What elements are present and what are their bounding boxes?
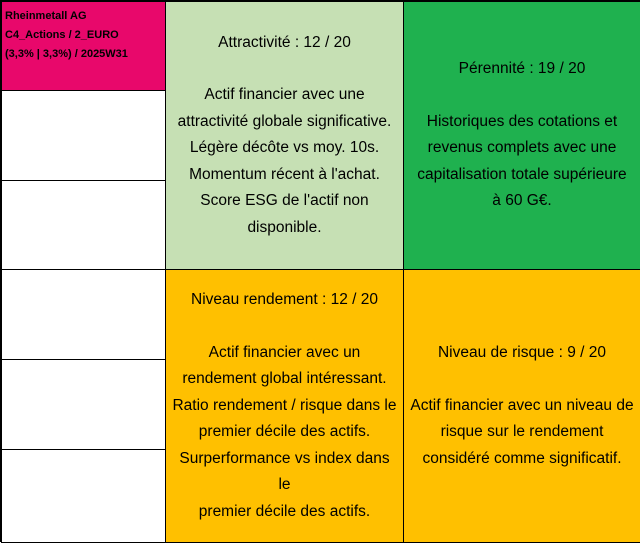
perennite-title: Pérennité : 19 / 20 xyxy=(458,60,586,78)
attractivite-line: attractivité globale significative. xyxy=(177,112,392,130)
asset-weights-period: (3,3% | 3,3%) / 2025W31 xyxy=(5,48,128,60)
asset-category: C4_Actions / 2_EURO xyxy=(5,29,119,41)
risque-title: Niveau de risque : 9 / 20 xyxy=(437,344,607,361)
rendement-quadrant xyxy=(165,269,404,543)
attractivite-line: disponible. xyxy=(247,218,322,236)
rendement-line: Surperformance vs index dans le xyxy=(179,449,390,493)
perennite-line: à 60 G€. xyxy=(492,192,552,210)
attractivite-line: Actif financier avec une xyxy=(204,86,365,104)
empty-cell xyxy=(1,359,166,450)
perennite-line: revenus complets avec une xyxy=(427,139,617,157)
attractivite-line: Momentum récent à l'achat. xyxy=(189,165,380,183)
rendement-title: Niveau rendement : 12 / 20 xyxy=(191,291,378,308)
risque-line: Actif financier avec un niveau de xyxy=(410,396,634,414)
attractivite-line: Légère décôte vs moy. 10s. xyxy=(189,139,380,157)
rendement-line: Actif financier avec un xyxy=(208,343,361,361)
risque-quadrant xyxy=(403,269,640,543)
empty-cell xyxy=(1,269,166,360)
rendement-line: premier décile des actifs. xyxy=(198,502,371,520)
perennite-line: Historiques des cotations et xyxy=(426,112,618,130)
attractivite-line: Score ESG de l'actif non xyxy=(200,192,369,210)
attractivite-quadrant xyxy=(165,1,404,270)
rendement-line: rendement global intéressant. xyxy=(182,370,387,387)
perennite-line: capitalisation totale supérieure xyxy=(417,165,627,183)
empty-cell xyxy=(1,90,166,181)
attractivite-title: Attractivité : 12 / 20 xyxy=(218,33,351,51)
rendement-line: premier décile des actifs. xyxy=(198,423,371,440)
rendement-line: Ratio rendement / risque dans le xyxy=(172,396,397,414)
asset-name: Rheinmetall AG xyxy=(5,10,87,22)
empty-cell xyxy=(1,180,166,270)
risque-line: risque sur le rendement xyxy=(440,423,604,440)
perennite-quadrant xyxy=(403,1,640,270)
empty-cell xyxy=(1,449,166,543)
asset-header xyxy=(1,1,166,91)
risque-line: considéré comme significatif. xyxy=(422,449,622,467)
